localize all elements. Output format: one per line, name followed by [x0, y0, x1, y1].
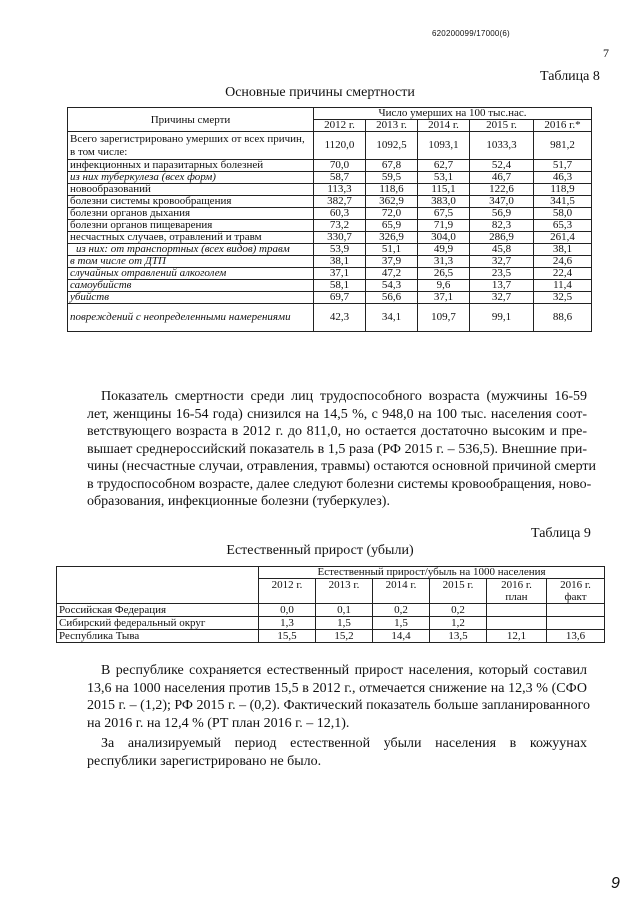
- cell-value: 60,3: [314, 208, 366, 220]
- cell-value: 58,1: [314, 280, 366, 292]
- text-line: республики зарегистрировано не было.: [87, 753, 322, 769]
- cell-value: 362,9: [366, 196, 418, 208]
- cell-value: 59,5: [366, 172, 418, 184]
- cell-value: 56,9: [470, 208, 534, 220]
- table-row: [57, 630, 605, 643]
- row-label: болезни органов дыхания: [68, 208, 314, 220]
- table-row: [68, 244, 592, 256]
- cell-value: 1,2: [430, 617, 487, 630]
- page-number: 7: [603, 46, 609, 60]
- cell-value: 34,1: [366, 304, 418, 332]
- cell-value: [487, 604, 547, 617]
- table-row: [68, 268, 592, 280]
- cell-value: 382,7: [314, 196, 366, 208]
- table9-title: Естественный прирост (убыли): [226, 543, 414, 558]
- cell-value: 49,9: [418, 244, 470, 256]
- paragraph-no-decline: [87, 735, 587, 770]
- cell-value: 32,7: [470, 256, 534, 268]
- text-line: 2015 г. – (1,2); РФ 2015 г. – (0,2). Фактический показатель больше запланированного: [87, 698, 591, 713]
- cell-value: [547, 604, 605, 617]
- row-label: случайных отравлений алкоголем: [68, 268, 314, 280]
- cell-value: 24,6: [534, 256, 592, 268]
- year-header: [547, 579, 605, 604]
- row-label: из них: от транспортных (всех видов) травм: [68, 244, 314, 256]
- year-header: [373, 579, 430, 604]
- cell-value: 72,0: [366, 208, 418, 220]
- row-label: болезни органов пищеварения: [68, 220, 314, 232]
- cell-value: 32,7: [470, 292, 534, 304]
- cell-value: 0,1: [316, 604, 373, 617]
- table-row: [68, 304, 592, 332]
- year-header: [259, 579, 316, 604]
- cell-value: 1092,5: [366, 132, 418, 160]
- table-row: [57, 617, 605, 630]
- row-label: новообразований: [68, 184, 314, 196]
- header-deaths-per-100k: Число умерших на 100 тыс.нас.: [314, 108, 592, 120]
- paragraph-natural-increase: [87, 662, 591, 732]
- header-causes: Причины смерти: [68, 108, 314, 132]
- cell-value: 23,5: [470, 268, 534, 280]
- text-line: лет, женщины 16-54 года) снизился на 14,5 %, с 948,0 на 100 тыс. населения соот-: [87, 406, 587, 422]
- cell-value: 32,5: [534, 292, 592, 304]
- row-label: несчастных случаев, отравлений и травм: [68, 232, 314, 244]
- cell-value: 118,6: [366, 184, 418, 196]
- cell-value: 14,4: [373, 630, 430, 643]
- cell-value: 330,7: [314, 232, 366, 244]
- text-line: чины (несчастные случаи, отравления, травмы) остаются основной причиной смерти: [87, 459, 597, 474]
- document-code: 620200099/17000(6): [432, 29, 510, 38]
- table-row: [68, 184, 592, 196]
- cell-value: 22,4: [534, 268, 592, 280]
- cell-value: 65,3: [534, 220, 592, 232]
- text-line: в трудоспособном возрасте, далее следуют болезни системы кровообращения, ново-: [87, 476, 592, 492]
- header-empty: [57, 567, 259, 604]
- year-label: 2013 г.: [328, 579, 360, 591]
- cell-value: 109,7: [418, 304, 470, 332]
- cell-value: 37,1: [314, 268, 366, 280]
- cell-value: 326,9: [366, 232, 418, 244]
- paragraph-working-age-mortality: [87, 388, 597, 511]
- row-label: самоубийств: [68, 280, 314, 292]
- cell-value: 37,9: [366, 256, 418, 268]
- year-header: [487, 579, 547, 604]
- cell-value: 11,4: [534, 280, 592, 292]
- table8-title: Основные причины смертности: [225, 85, 415, 100]
- text-line: на 2016 г. на 12,4 % (РТ план 2016 г. – 12,1).: [87, 715, 350, 731]
- year-header: 2015 г.: [470, 120, 534, 132]
- cell-value: 0,2: [430, 604, 487, 617]
- cell-value: 0,0: [259, 604, 316, 617]
- cell-value: 51,1: [366, 244, 418, 256]
- cell-value: 261,4: [534, 232, 592, 244]
- row-label: Республика Тыва: [57, 630, 259, 643]
- cell-value: 13,7: [470, 280, 534, 292]
- year-header: 2013 г.: [366, 120, 418, 132]
- cell-value: 1120,0: [314, 132, 366, 160]
- text-line: вышает среднероссийский показатель в 1,5 раза (РФ 2015 г. – 536,5). Внешние при-: [87, 441, 587, 457]
- cell-value: 31,3: [418, 256, 470, 268]
- text-line: За анализируемый период естественной убыли населения в кожуунах: [101, 736, 587, 751]
- cell-value: 73,2: [314, 220, 366, 232]
- cell-value: 71,9: [418, 220, 470, 232]
- row-label: Сибирский федеральный округ: [57, 617, 259, 630]
- text-line: Показатель смертности среди лиц трудоспособного возраста (мужчины 16-59: [101, 389, 587, 404]
- natural-increase-table: [56, 566, 605, 643]
- year-header: 2014 г.: [418, 120, 470, 132]
- cell-value: [487, 617, 547, 630]
- year-header: [430, 579, 487, 604]
- cell-value: 54,3: [366, 280, 418, 292]
- table-row: [68, 160, 592, 172]
- cell-value: 52,4: [470, 160, 534, 172]
- mortality-causes-table: [67, 107, 592, 332]
- cell-value: 70,0: [314, 160, 366, 172]
- cell-value: 1,5: [316, 617, 373, 630]
- row-label: Всего зарегистрировано умерших от всех причин, в том числе:: [68, 132, 314, 160]
- cell-value: 47,2: [366, 268, 418, 280]
- row-label: в том числе от ДТП: [68, 256, 314, 268]
- cell-value: [547, 617, 605, 630]
- cell-value: 58,7: [314, 172, 366, 184]
- cell-value: 113,3: [314, 184, 366, 196]
- year-label: 2016 г.: [501, 579, 532, 591]
- row-label: из них туберкулеза (всех форм): [68, 172, 314, 184]
- cell-value: 286,9: [470, 232, 534, 244]
- text-line: 13,6 на 1000 населения против 15,5 в 2012 г., отмечается снижение на 12,3 % (СФО: [87, 680, 587, 696]
- cell-value: 1,5: [373, 617, 430, 630]
- cell-value: 99,1: [470, 304, 534, 332]
- header-natural-increase: Естественный прирост/убыль на 1000 населения: [259, 567, 605, 579]
- cell-value: 53,9: [314, 244, 366, 256]
- year-label: 2012 г.: [271, 579, 303, 591]
- text-line: образования, инфекционные болезни (туберкулез).: [87, 494, 390, 509]
- cell-value: 67,8: [366, 160, 418, 172]
- year-sublabel: план: [505, 591, 528, 603]
- cell-value: 15,2: [316, 630, 373, 643]
- cell-value: 88,6: [534, 304, 592, 332]
- cell-value: 38,1: [534, 244, 592, 256]
- year-header: 2016 г.*: [534, 120, 592, 132]
- cell-value: 53,1: [418, 172, 470, 184]
- table9-label: Таблица 9: [531, 526, 591, 541]
- cell-value: 42,3: [314, 304, 366, 332]
- cell-value: 9,6: [418, 280, 470, 292]
- cell-value: 13,6: [547, 630, 605, 643]
- cell-value: 38,1: [314, 256, 366, 268]
- cell-value: 67,5: [418, 208, 470, 220]
- table-row: [68, 232, 592, 244]
- year-label: 2016 г.: [560, 579, 591, 591]
- cell-value: 347,0: [470, 196, 534, 208]
- row-label: Российская Федерация: [57, 604, 259, 617]
- cell-value: 56,6: [366, 292, 418, 304]
- cell-value: 1093,1: [418, 132, 470, 160]
- table-row: [68, 256, 592, 268]
- year-label: 2014 г.: [385, 579, 417, 591]
- cell-value: 37,1: [418, 292, 470, 304]
- table-row: [68, 220, 592, 232]
- cell-value: 69,7: [314, 292, 366, 304]
- cell-value: 46,3: [534, 172, 592, 184]
- cell-value: 304,0: [418, 232, 470, 244]
- text-line: ветствующего возраста в 2012 г. до 811,0, но остается достаточно высоким и пре-: [87, 424, 587, 439]
- cell-value: 0,2: [373, 604, 430, 617]
- cell-value: 12,1: [487, 630, 547, 643]
- cell-value: 383,0: [418, 196, 470, 208]
- cell-value: 13,5: [430, 630, 487, 643]
- cell-value: 115,1: [418, 184, 470, 196]
- row-label: болезни системы кровообращения: [68, 196, 314, 208]
- year-header: 2012 г.: [314, 120, 366, 132]
- table-row: [68, 280, 592, 292]
- table-row: [68, 132, 592, 160]
- table-row: [57, 604, 605, 617]
- cell-value: 51,7: [534, 160, 592, 172]
- text-line: В республике сохраняется естественный прирост населения, который составил: [101, 663, 587, 678]
- cell-value: 15,5: [259, 630, 316, 643]
- table-row: [68, 208, 592, 220]
- cell-value: 981,2: [534, 132, 592, 160]
- cell-value: 65,9: [366, 220, 418, 232]
- cell-value: 26,5: [418, 268, 470, 280]
- table-row: [68, 172, 592, 184]
- year-header: [316, 579, 373, 604]
- cell-value: 341,5: [534, 196, 592, 208]
- cell-value: 1,3: [259, 617, 316, 630]
- cell-value: 122,6: [470, 184, 534, 196]
- handwritten-page-number: 9: [611, 875, 620, 892]
- cell-value: 46,7: [470, 172, 534, 184]
- cell-value: 45,8: [470, 244, 534, 256]
- row-label: инфекционных и паразитарных болезней: [68, 160, 314, 172]
- table-row: [68, 292, 592, 304]
- cell-value: 82,3: [470, 220, 534, 232]
- cell-value: 58,0: [534, 208, 592, 220]
- table-row: [68, 196, 592, 208]
- row-label: повреждений с неопределенными намерениями: [68, 304, 314, 332]
- cell-value: 118,9: [534, 184, 592, 196]
- table8-label: Таблица 8: [540, 69, 600, 84]
- year-label: 2015 г.: [442, 579, 474, 591]
- row-label: убийств: [68, 292, 314, 304]
- cell-value: 1033,3: [470, 132, 534, 160]
- cell-value: 62,7: [418, 160, 470, 172]
- year-sublabel: факт: [564, 591, 587, 603]
